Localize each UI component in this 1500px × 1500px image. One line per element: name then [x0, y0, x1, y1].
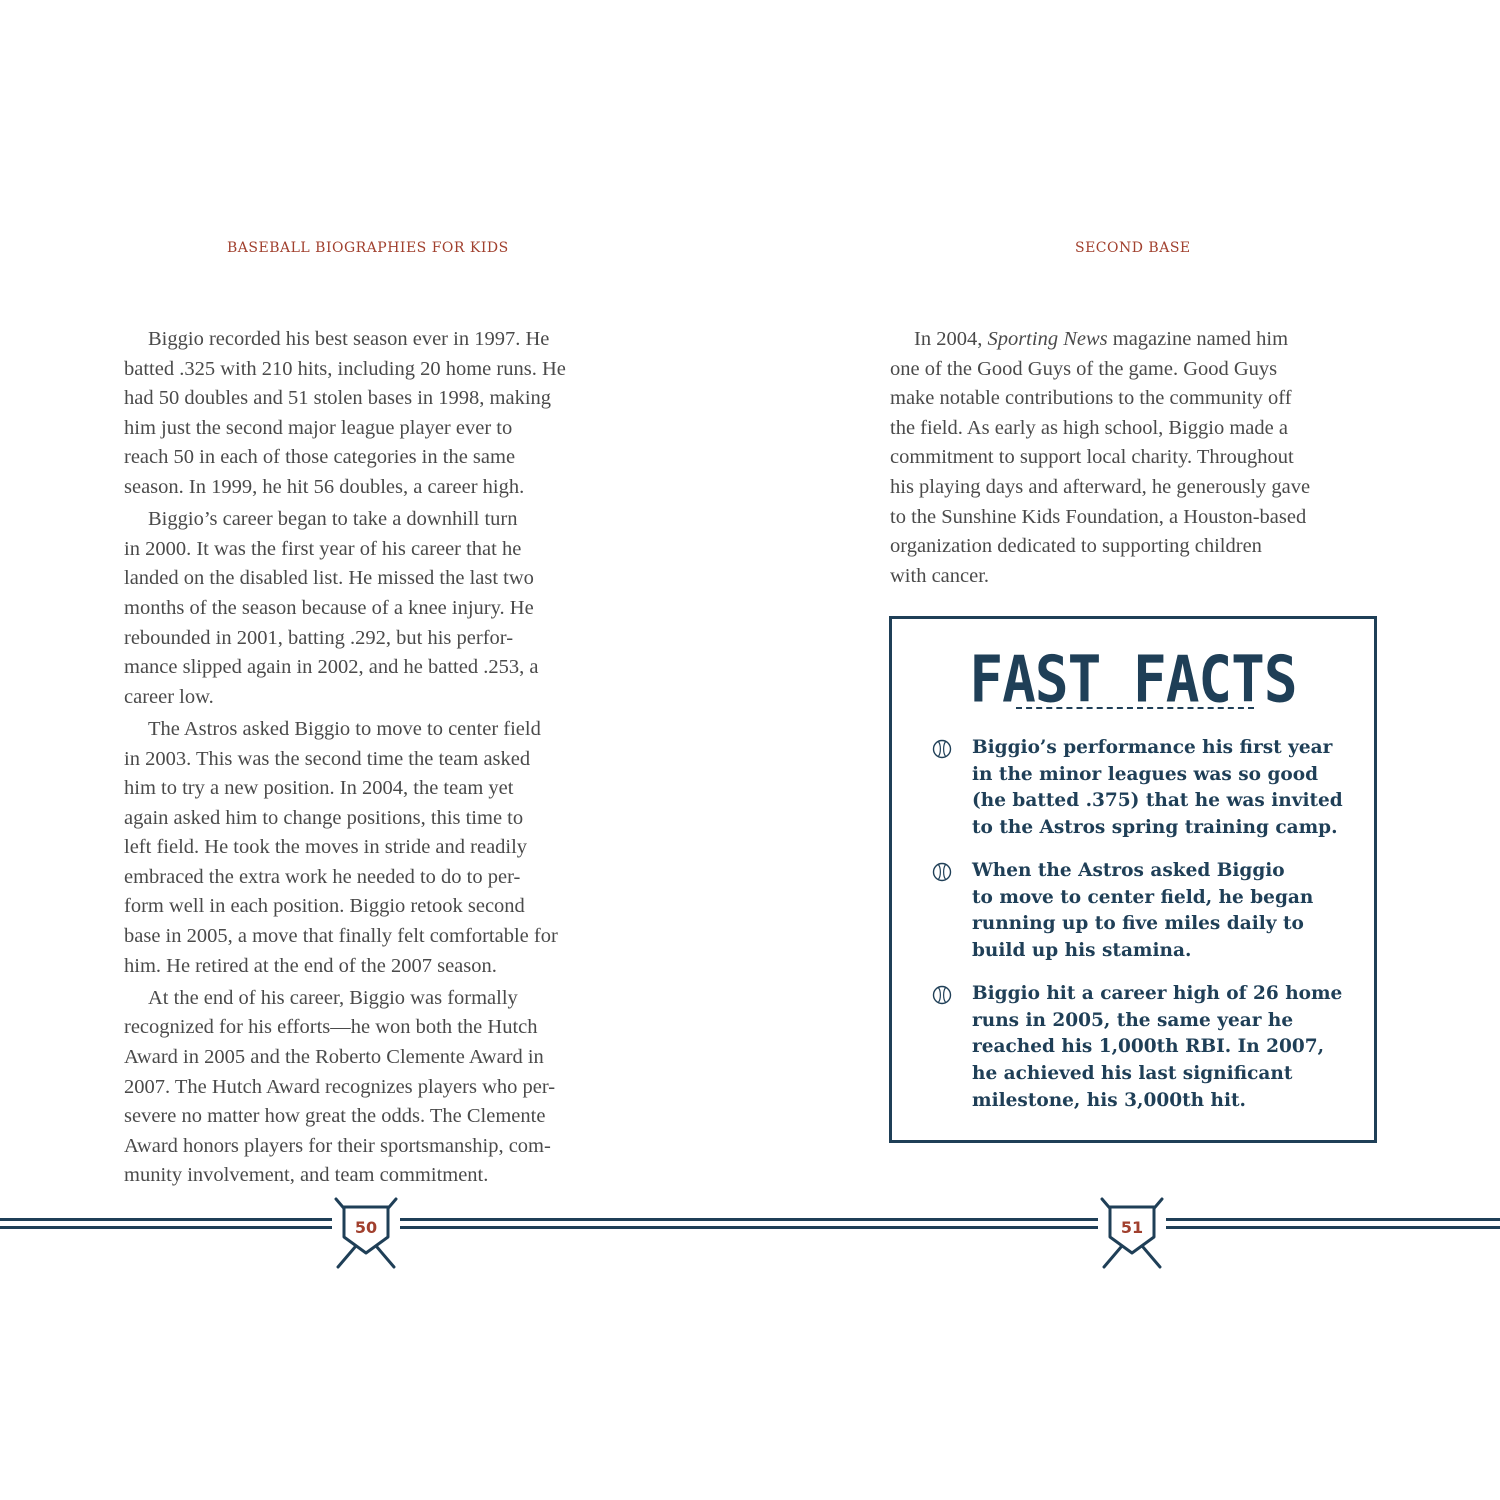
text-line: At the end of his career, Biggio was formally — [148, 986, 518, 1009]
text-line: The Astros asked Biggio to move to center field — [148, 717, 541, 740]
fast-facts-box — [889, 616, 1377, 1143]
text-line: Award honors players for their sportsmanship, com- — [124, 1134, 551, 1157]
text-segment: magazine named him — [1107, 328, 1289, 350]
text-line: in the minor leagues was so good — [972, 763, 1319, 785]
text-line: munity involvement, and team commitment. — [124, 1164, 489, 1187]
footer-rule-center — [400, 1218, 1098, 1232]
magazine-title: Sporting News — [987, 328, 1108, 350]
text-line: organization dedicated to supporting children — [890, 535, 1262, 558]
text-line: severe no matter how great the odds. The Clemente — [124, 1105, 546, 1128]
text-line: Award in 2005 and the Roberto Clemente Award in — [124, 1046, 544, 1069]
running-head-right: SECOND BASE — [1075, 240, 1191, 256]
text-line: in 2003. This was the second time the team asked — [124, 747, 531, 770]
text-line: in 2000. It was the first year of his career that he — [124, 537, 522, 560]
text-line: again asked him to change positions, this time to — [124, 806, 524, 829]
text-line: When the Astros asked Biggio — [972, 860, 1285, 881]
text-line: one of the Good Guys of the game. Good Guys — [890, 357, 1278, 380]
baseball-icon — [932, 862, 952, 882]
text-line: build up his stamina. — [972, 940, 1192, 962]
text-line: him just the second major league player ever to — [124, 416, 513, 439]
text-line: recognized for his efforts—he won both the Hutch — [124, 1016, 538, 1039]
text-line: commitment to support local charity. Throughout — [890, 446, 1294, 469]
running-head-left: BASEBALL BIOGRAPHIES FOR KIDS — [227, 240, 509, 256]
right-page-body — [890, 325, 1380, 594]
page-number-left — [330, 1195, 402, 1271]
text-line: landed on the disabled list. He missed the last two — [124, 567, 534, 590]
text-line: Biggio recorded his best season ever in 1997. He — [148, 328, 550, 350]
paragraph — [124, 984, 624, 1191]
text-line: he achieved his last significant — [972, 1063, 1293, 1085]
fast-facts-title: FAST FACTS — [969, 643, 1297, 718]
paragraph — [124, 715, 624, 981]
text-segment: In 2004, — [914, 328, 988, 350]
page-number: 51 — [1120, 1218, 1144, 1237]
fact-text — [972, 858, 1313, 965]
text-line: him to try a new position. In 2004, the team yet — [124, 777, 514, 800]
text-line: Biggio’s career began to take a downhill turn — [148, 508, 518, 531]
text-line: make notable contributions to the community off — [890, 387, 1292, 410]
text-line: season. In 1999, he hit 56 doubles, a career high. — [124, 475, 525, 498]
paragraph — [890, 325, 1380, 591]
text-line: mance slipped again in 2002, and he batted .253, a — [124, 656, 539, 679]
text-line — [890, 325, 1380, 355]
text-line: rebounded in 2001, batting .292, but his perfor- — [124, 626, 514, 649]
text-line: form well in each position. Biggio retook second — [124, 895, 525, 918]
footer-rule-right — [1166, 1218, 1500, 1232]
text-line: months of the season because of a knee injury. He — [124, 596, 534, 619]
text-line: his playing days and afterward, he generously gave — [890, 475, 1311, 498]
text-line: had 50 doubles and 51 stolen bases in 1998, making — [124, 387, 552, 410]
text-line: to the Astros spring training camp. — [972, 817, 1338, 839]
fact-text — [972, 981, 1342, 1115]
text-line: runs in 2005, the same year he — [972, 1009, 1294, 1031]
baseball-icon — [932, 985, 952, 1005]
text-line: batted .325 with 210 hits, including 20 home runs. He — [124, 357, 566, 380]
text-line: embraced the extra work he needed to do to per- — [124, 865, 521, 888]
footer-rule-left — [0, 1218, 332, 1232]
baseball-icon — [932, 739, 952, 759]
text-line: left field. He took the moves in stride and readily — [124, 836, 528, 859]
text-line: Biggio hit a career high of 26 home — [972, 983, 1343, 1004]
text-line: with cancer. — [890, 564, 990, 587]
text-line: to the Sunshine Kids Foundation, a Houston-based — [890, 505, 1307, 528]
dashed-divider — [1016, 707, 1254, 709]
text-line: reach 50 in each of those categories in the same — [124, 446, 516, 469]
text-line: running up to five miles daily to — [972, 913, 1304, 935]
paragraph — [124, 505, 624, 712]
page-number: 50 — [354, 1218, 378, 1237]
fact-text — [972, 735, 1343, 842]
text-line: him. He retired at the end of the 2007 season. — [124, 954, 497, 977]
text-line: career low. — [124, 685, 214, 708]
text-line: Biggio’s performance his first year — [972, 737, 1333, 758]
text-line: base in 2005, a move that finally felt comfortable for — [124, 925, 558, 948]
text-line: 2007. The Hutch Award recognizes players who per- — [124, 1075, 556, 1098]
text-line: the field. As early as high school, Biggio made a — [890, 416, 1288, 439]
text-line: to move to center field, he began — [972, 886, 1314, 908]
text-line: (he batted .375) that he was invited — [972, 790, 1343, 812]
text-line: reached his 1,000th RBI. In 2007, — [972, 1036, 1325, 1058]
text-line: milestone, his 3,000th hit. — [972, 1089, 1246, 1111]
page-number-right — [1096, 1195, 1168, 1271]
left-page-body — [124, 325, 624, 1194]
paragraph — [124, 325, 624, 503]
